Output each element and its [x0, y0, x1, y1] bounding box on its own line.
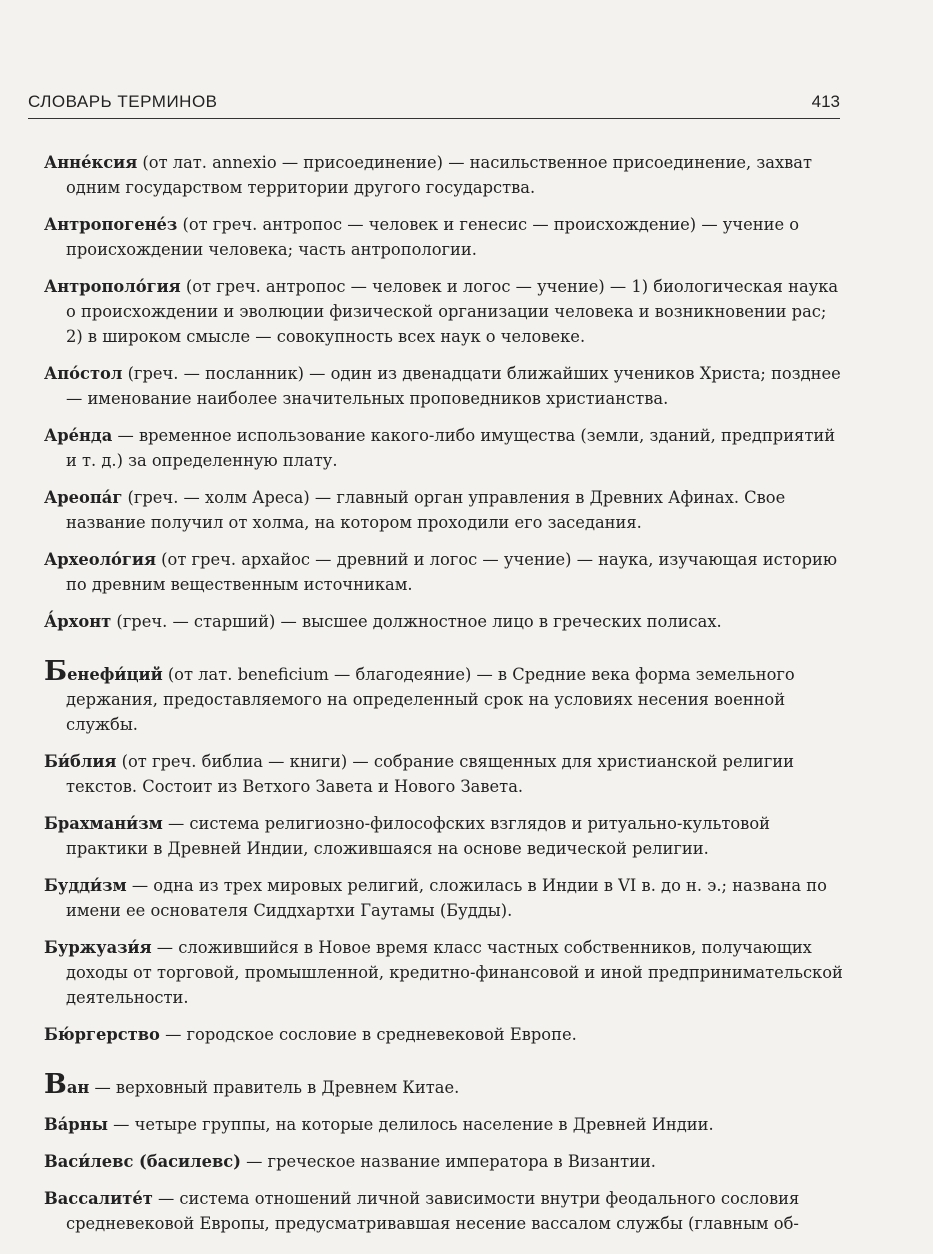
- glossary-entry: [44, 749, 844, 799]
- term: Антропогене́з: [44, 215, 178, 234]
- glossary-entry: [44, 150, 844, 200]
- term: Апо́стол: [44, 364, 123, 383]
- glossary-entry: [44, 811, 844, 861]
- term: Анне́ксия: [44, 153, 138, 172]
- definition: — четыре группы, на которые делилось население в Древней Индии.: [107, 1115, 714, 1134]
- definition: — сложившийся в Новое время класс частных собственников, получающих доходы от торговой, промышленной, кредитно-финансовой и иной предпринимательской деятельности.: [66, 938, 843, 1007]
- term: Ва́рны: [44, 1115, 108, 1134]
- definition: (греч. — холм Ареса) — главный орган управления в Древних Афинах. Свое название получил от холма, на котором проходили его заседания.: [66, 488, 786, 532]
- section-b: [44, 656, 844, 1047]
- term: Археоло́гия: [44, 550, 156, 569]
- definition: (от греч. антропос — человек и генесис — происхождение) — учение о происхождении человека; часть антропологии.: [66, 215, 800, 259]
- term: Буржуази́я: [44, 938, 152, 957]
- glossary-entry: [44, 1022, 844, 1047]
- definition: — система религиозно-философских взглядов и ритуально-культовой практики в Древней Индии, сложившаяся на основе ведической религии.: [66, 814, 770, 858]
- definition: — временное использование какого-либо имущества (земли, зданий, предприятий и т. д.) за определенную плату.: [66, 426, 836, 470]
- term: Васи́левс (басилевс): [44, 1152, 241, 1171]
- page-header: [28, 92, 840, 119]
- definition: (от греч. библиа — книги) — собрание священных для христианской религии текстов. Состоит из Ветхого Завета и Нового Завета.: [66, 752, 795, 796]
- glossary-entry: [44, 1149, 844, 1174]
- definition: — одна из трех мировых религий, сложилась в Индии в VI в. до н. э.; названа по имени ее основателя Сиддхартхи Гаутамы (Будды).: [66, 876, 827, 920]
- glossary-entry: [44, 547, 844, 597]
- definition: (от греч. антропос — человек и логос — учение) — 1) биологическая наука о происхождении и эволюции физической организации человека и возникновении рас; 2) в широком смысле — совокупность всех наук о человеке.: [66, 277, 839, 346]
- definition: — система отношений личной зависимости внутри феодального сословия средневековой Европы, предусматривавшая несение вассалом службы (главным об-: [66, 1189, 800, 1233]
- glossary-entry: [44, 274, 844, 349]
- term: Би́блия: [44, 752, 117, 771]
- section-a: [44, 150, 844, 634]
- glossary-entry: [44, 609, 844, 634]
- glossary-entry: [44, 1112, 844, 1137]
- definition: (греч. — посланник) — один из двенадцати ближайших учеников Христа; позднее — именование наиболее значительных проповедников христианства.: [66, 364, 841, 408]
- glossary-entry: [44, 485, 844, 535]
- section-v: [44, 1069, 844, 1236]
- glossary-entry: [44, 1069, 844, 1100]
- term: А́рхонт: [44, 612, 112, 631]
- term: Ареопа́г: [44, 488, 123, 507]
- glossary-content: [44, 150, 844, 1248]
- term: Антрополо́гия: [44, 277, 181, 296]
- drop-letter: Б: [44, 656, 68, 687]
- page-number: 413: [811, 92, 840, 111]
- term: Бю́ргерство: [44, 1025, 160, 1044]
- term: Вассалите́т: [44, 1189, 153, 1208]
- glossary-entry: [44, 935, 844, 1010]
- glossary-entry: [44, 873, 844, 923]
- definition: — верховный правитель в Древнем Китае.: [89, 1078, 460, 1097]
- definition: (греч. — старший) — высшее должностное лицо в греческих полисах.: [111, 612, 722, 631]
- glossary-entry: [44, 1186, 844, 1236]
- definition: (от греч. архайос — древний и логос — учение) — наука, изучающая историю по древним вещественным источникам.: [66, 550, 838, 594]
- glossary-entry: [44, 212, 844, 262]
- term: Будди́зм: [44, 876, 127, 895]
- drop-letter: В: [44, 1069, 67, 1100]
- definition: — греческое название императора в Византии.: [240, 1152, 656, 1171]
- term: Брахмани́зм: [44, 814, 163, 833]
- definition: (от лат. annexio — присоединение) — насильственное присоединение, захват одним государством территории другого государства.: [66, 153, 813, 197]
- glossary-entry: [44, 361, 844, 411]
- running-title: СЛОВАРЬ ТЕРМИНОВ: [28, 92, 218, 111]
- term: ан: [66, 1078, 90, 1097]
- definition: (от лат. beneficium — благодеяние) — в Средние века форма земельного держания, предоставляемого на определенный срок на условиях несения военной службы.: [66, 665, 795, 734]
- term: Аре́нда: [44, 426, 113, 445]
- glossary-entry: [44, 423, 844, 473]
- glossary-entry: [44, 656, 844, 737]
- term: енефи́ций: [67, 665, 163, 684]
- definition: — городское сословие в средневековой Европе.: [159, 1025, 577, 1044]
